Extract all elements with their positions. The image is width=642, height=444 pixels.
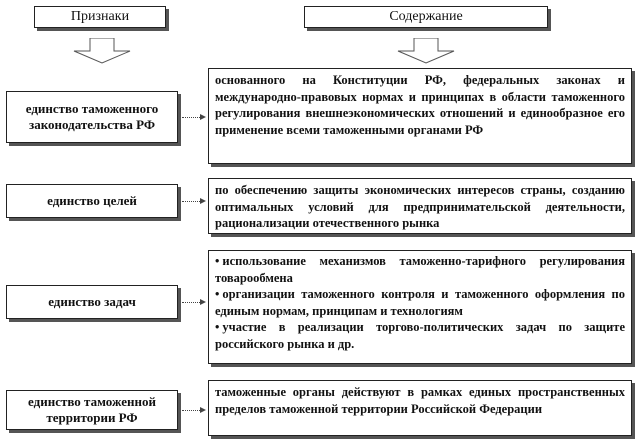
connector-line <box>182 410 202 411</box>
down-arrow-icon <box>72 38 132 64</box>
task-bullet: • организации таможенного контроля и таможенного оформления по единым нормам, принципам и технологиям <box>215 286 625 319</box>
content-box-tasks <box>208 250 632 364</box>
feature-box-legislation: единство таможенного законодательства РФ <box>6 91 178 143</box>
header-features-label: Признаки <box>70 9 130 24</box>
connector-arrow-icon <box>200 198 206 204</box>
feature-box-territory: единство таможенной территории РФ <box>6 390 178 430</box>
content-box-goals: по обеспечению защиты экономических интересов страны, созданию оптимальных условий для предпринимательской деятельности, рационализации отечественного рынка <box>208 178 632 234</box>
connector-arrow-icon <box>200 407 206 413</box>
task-bullet: • использование механизмов таможенно-тарифного регулирования товарообмена <box>215 253 625 286</box>
feature-box-goals: единство целей <box>6 184 178 218</box>
content-box-territory: таможенные органы действуют в рамках единых пространственных пределов таможенной территории Российской Федерации <box>208 380 632 436</box>
connector-line <box>182 302 202 303</box>
task-bullet: • участие в реализации торгово-политических задач по защите российского рынка и др. <box>215 319 625 352</box>
connector-arrow-icon <box>200 114 206 120</box>
header-content-label: Содержание <box>389 9 463 24</box>
connector-line <box>182 117 202 118</box>
header-content <box>304 6 548 28</box>
feature-box-tasks: единство задач <box>6 285 178 319</box>
down-arrow-icon <box>396 38 456 64</box>
connector-arrow-icon <box>200 299 206 305</box>
content-box-legislation: основанного на Конституции РФ, федеральных законах и международно-правовых нормах и принципах в области таможенного регулирования внешнеэкономических отношений и единообразное его применение всеми таможенными органами РФ <box>208 68 632 164</box>
header-features <box>34 6 166 28</box>
connector-line <box>182 201 202 202</box>
